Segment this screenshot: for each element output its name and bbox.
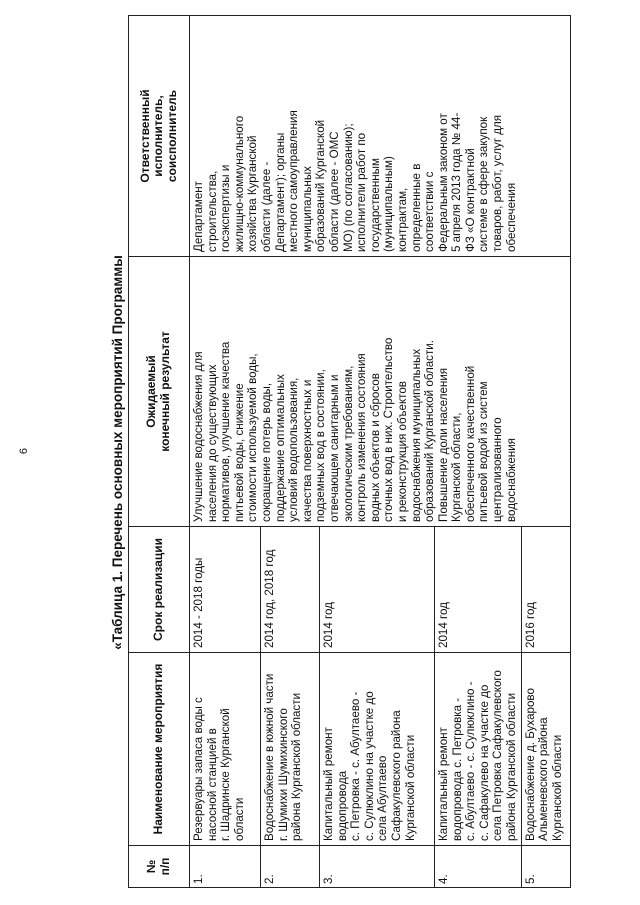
- row-number: 3.: [320, 846, 435, 888]
- measure-name: Резервуары запаса воды с насосной станцией в г. Шадринске Курганской области: [190, 653, 261, 846]
- header-name: Наименование мероприятия: [129, 653, 190, 846]
- header-period: Срок реализации: [129, 527, 190, 653]
- implementation-period: 2016 год: [521, 527, 570, 653]
- measure-name: Капитальный ремонт водопровода с. Петровка - с. Абултаево - с. Сулюклино на участке до села Абултаево Сафакулевского района Курганской области: [320, 653, 435, 846]
- implementation-period: 2014 - 2018 годы: [190, 527, 261, 653]
- page-number: 6: [18, 447, 30, 455]
- header-result: Ожидаемый конечный результат: [129, 257, 190, 527]
- implementation-period: 2014 год: [435, 527, 522, 653]
- measure-name: Капитальный ремонт водопровода с. Петровка - с. Абултаево - с. Сулюклино - с. Сафакулево на участке до села Петровка Сафакулевского района Курганской области: [435, 653, 522, 846]
- measure-name: Водоснабжение д. Бухарово Альменевского района Курганской области: [521, 653, 570, 846]
- implementation-period: 2014 год, 2018 год: [261, 527, 320, 653]
- responsible-executor: Департамент строительства, госэкспертизы и жилищно-коммунального хозяйства Курганской области (далее - Департамент); органы местного самоуправления муниципальных образований Курганской области (далее - ОМС МО) (по согласованию); исполнители работ по государственным (муниципальным) контрактам, определенные в соответствии с Федеральным законом от 5 апреля 2013 года № 44- ФЗ «О контрактной системе в сфере закупок товаров, работ, услуг для обеспечения: [190, 16, 571, 257]
- measures-table: [128, 15, 571, 888]
- table-caption: «Таблица 1. Перечень основных мероприятий Программы: [110, 255, 125, 650]
- row-number: 4.: [435, 846, 522, 888]
- table-header-row: [129, 16, 190, 888]
- row-number: 2.: [261, 846, 320, 888]
- row-number: 5.: [521, 846, 570, 888]
- row-number: 1.: [190, 846, 261, 888]
- table-row: [190, 16, 261, 888]
- measure-name: Водоснабжение в южной части г. Шумихи Шумихинского района Курганской области: [261, 653, 320, 846]
- expected-result: Улучшение водоснабжения для населения до существующих нормативов, улучшение качества питьевой воды, снижение стоимости используемой воды, сокращение потерь воды, поддержание оптимальных условий водопользования, качества поверхностных и подземных вод в состоянии, отвечающем санитарным и экологическим требованиям, контроль изменения состояния водных объектов и сбросов сточных вод в них. Строительство и реконструкция объектов водоснабжения муниципальных образований Курганской области. Повышение доли населения Курганской области, обеспеченного качественной питьевой водой из систем централизованного водоснабжения: [190, 257, 571, 527]
- header-executor: Ответственный исполнитель, соисполнитель: [129, 16, 190, 257]
- header-num: № п/п: [129, 846, 190, 888]
- implementation-period: 2014 год: [320, 527, 435, 653]
